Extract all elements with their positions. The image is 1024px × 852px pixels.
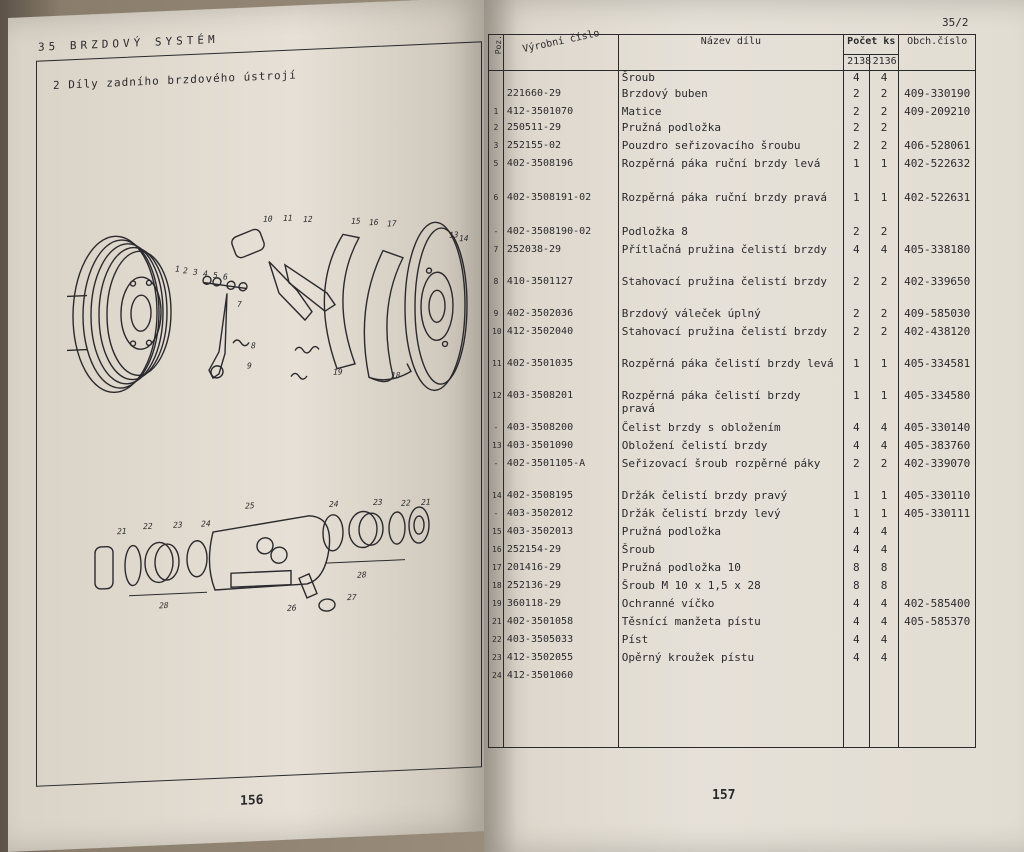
row-part-name: Pružná podložka — [618, 121, 843, 139]
row-qty-2136: 4 — [869, 543, 899, 561]
table-row — [489, 507, 976, 525]
row-trade-number — [899, 525, 976, 543]
row-part-number: 412-3502055 — [503, 651, 618, 669]
row-qty-2138: 2 — [844, 275, 870, 307]
row-qty-2138: 2 — [844, 87, 870, 105]
row-part-number: 402-3508196 — [503, 157, 618, 191]
row-qty-2138 — [844, 669, 870, 687]
row-pos: 11 — [489, 357, 504, 389]
row-pos: 1 — [489, 105, 504, 121]
row-qty-2136: 8 — [869, 579, 899, 597]
callout-23: 23 — [173, 520, 183, 530]
row-trade-number: 405-334580 — [899, 389, 976, 421]
row-part-name: Seřizovací šroub rozpěrné páky — [618, 457, 843, 489]
left-page-number: 156 — [240, 792, 264, 809]
row-qty-2138: 2 — [844, 225, 870, 243]
table-row — [489, 489, 976, 507]
callout-6: 6 — [223, 272, 228, 282]
row-pos: 14 — [489, 489, 504, 507]
table-row — [489, 439, 976, 457]
row-pos: 15 — [489, 525, 504, 543]
callout-22: 22 — [143, 521, 153, 532]
callout-13: 13 — [449, 230, 459, 240]
row-part-name: Pružná podložka — [618, 525, 843, 543]
row-pos: 7 — [489, 243, 504, 275]
table-row — [489, 71, 976, 87]
callout-15: 15 — [351, 216, 361, 227]
row-trade-number — [899, 543, 976, 561]
callout-10: 10 — [263, 214, 273, 224]
row-qty-2138: 4 — [844, 597, 870, 615]
row-part-name: Šroub — [618, 543, 843, 561]
row-qty-2136: 1 — [869, 507, 899, 525]
diagram-subtitle: 2 Díly zadního brzdového ústrojí — [53, 68, 297, 93]
row-part-name: Podložka 8 — [618, 225, 843, 243]
row-part-number — [503, 71, 618, 87]
table-row — [489, 243, 976, 275]
row-part-name: Obložení čelistí brzdy — [618, 439, 843, 457]
callout-11: 11 — [283, 213, 293, 223]
parts-table — [488, 27, 976, 748]
left-page-header: 35 BRZDOVÝ SYSTÉM — [38, 32, 219, 54]
row-qty-2138: 2 — [844, 307, 870, 325]
row-pos — [489, 71, 504, 87]
row-part-number: 402-3508190-02 — [503, 225, 618, 243]
row-trade-number: 405-334581 — [899, 357, 976, 389]
row-part-number: 402-3501058 — [503, 615, 618, 633]
row-pos: 2 — [489, 121, 504, 139]
brake-assembly-diagram — [37, 42, 481, 785]
callout-16: 16 — [369, 217, 379, 228]
row-trade-number: 405-330140 — [899, 421, 976, 439]
table-row — [489, 157, 976, 191]
callout-26: 26 — [287, 603, 297, 613]
row-qty-2138: 4 — [844, 525, 870, 543]
table-row — [489, 561, 976, 579]
row-part-number: 402-3502036 — [503, 307, 618, 325]
row-part-name: Pružná podložka 10 — [618, 561, 843, 579]
table-row — [489, 421, 976, 439]
row-trade-number — [899, 633, 976, 651]
row-trade-number — [899, 121, 976, 139]
callout-4: 4 — [203, 269, 208, 279]
row-pos: 24 — [489, 669, 504, 687]
row-trade-number: 405-338180 — [899, 243, 976, 275]
header-q2: 2136 — [869, 55, 899, 71]
row-qty-2136: 2 — [869, 225, 899, 243]
row-part-name: Opěrný kroužek pístu — [618, 651, 843, 669]
row-qty-2138: 4 — [844, 71, 870, 87]
lever-assembly-drawing — [203, 224, 335, 378]
row-part-name: Těsnící manžeta pístu — [618, 615, 843, 633]
row-qty-2138: 1 — [844, 389, 870, 421]
row-part-name: Držák čelistí brzdy pravý — [618, 489, 843, 507]
row-trade-number: 402-522632 — [899, 157, 976, 191]
row-pos: 23 — [489, 651, 504, 669]
row-qty-2136 — [869, 669, 899, 687]
row-part-name: Ochranné víčko — [618, 597, 843, 615]
row-qty-2138: 1 — [844, 507, 870, 525]
row-trade-number — [899, 225, 976, 243]
callout-21: 21 — [117, 526, 127, 537]
row-trade-number: 405-330110 — [899, 489, 976, 507]
row-part-number: 252155-02 — [503, 139, 618, 157]
row-part-number: 403-3502013 — [503, 525, 618, 543]
row-pos: 9 — [489, 307, 504, 325]
callout-27: 27 — [347, 592, 357, 603]
row-part-name: Brzdový buben — [618, 87, 843, 105]
row-trade-number: 409-330190 — [899, 87, 976, 105]
row-pos: 6 — [489, 191, 504, 225]
row-qty-2138: 4 — [844, 543, 870, 561]
diagram-frame — [36, 41, 482, 786]
row-part-name: Šroub — [618, 71, 843, 87]
row-part-name: Brzdový váleček úplný — [618, 307, 843, 325]
row-qty-2138: 2 — [844, 121, 870, 139]
row-qty-2136: 4 — [869, 633, 899, 651]
right-page-number: 157 — [712, 788, 736, 803]
empty-cell — [489, 687, 504, 748]
row-qty-2136: 4 — [869, 243, 899, 275]
empty-cell — [618, 687, 843, 748]
row-part-number: 221660-29 — [503, 87, 618, 105]
row-trade-number: 409-585030 — [899, 307, 976, 325]
row-part-name: Pouzdro seřizovacího šroubu — [618, 139, 843, 157]
row-part-number: 410-3501127 — [503, 275, 618, 307]
row-qty-2136: 4 — [869, 615, 899, 633]
row-qty-2138: 2 — [844, 325, 870, 357]
callout-14: 14 — [459, 233, 469, 244]
row-pos: 12 — [489, 389, 504, 421]
row-part-name: Rozpěrná páka ruční brzdy pravá — [618, 191, 843, 225]
row-trade-number — [899, 651, 976, 669]
parts-table-body — [489, 71, 976, 748]
row-qty-2136: 2 — [869, 325, 899, 357]
callout-3: 3 — [193, 267, 198, 277]
row-qty-2136: 1 — [869, 389, 899, 421]
brake-shoes-drawing — [324, 231, 411, 384]
row-trade-number: 405-383760 — [899, 439, 976, 457]
row-pos: 10 — [489, 325, 504, 357]
row-pos: 19 — [489, 597, 504, 615]
row-part-number: 402-3508191-02 — [503, 191, 618, 225]
header-pos: Poz. — [489, 35, 504, 71]
empty-cell — [844, 687, 870, 748]
row-part-number: 403-3505033 — [503, 633, 618, 651]
table-row — [489, 615, 976, 633]
row-qty-2136: 8 — [869, 561, 899, 579]
row-part-number: 403-3508200 — [503, 421, 618, 439]
row-qty-2138: 4 — [844, 633, 870, 651]
header-number: Výrobní číslo — [503, 35, 618, 71]
row-part-number: 403-3508201 — [503, 389, 618, 421]
table-row — [489, 105, 976, 121]
table-row — [489, 121, 976, 139]
table-row — [489, 307, 976, 325]
row-part-number: 403-3501090 — [503, 439, 618, 457]
header-count: Počet ks — [844, 35, 899, 55]
row-pos: 8 — [489, 275, 504, 307]
row-qty-2136: 1 — [869, 357, 899, 389]
callout-28b: 28 — [357, 570, 367, 580]
row-trade-number: 405-330111 — [899, 507, 976, 525]
row-qty-2138: 2 — [844, 105, 870, 121]
row-part-name: Píst — [618, 633, 843, 651]
callout-8: 8 — [251, 341, 256, 351]
row-part-name: Rozpěrná páka čelistí brzdy levá — [618, 357, 843, 389]
row-part-number: 403-3502012 — [503, 507, 618, 525]
row-qty-2138: 1 — [844, 191, 870, 225]
row-qty-2136: 4 — [869, 439, 899, 457]
row-trade-number: 402-339070 — [899, 457, 976, 489]
row-part-number: 402-3508195 — [503, 489, 618, 507]
row-pos: 21 — [489, 615, 504, 633]
callout-28: 28 — [159, 600, 169, 611]
row-qty-2138: 2 — [844, 457, 870, 489]
row-qty-2138: 1 — [844, 489, 870, 507]
callout-18: 18 — [391, 370, 401, 381]
table-row — [489, 597, 976, 615]
callout-17: 17 — [387, 219, 397, 229]
table-row — [489, 457, 976, 489]
row-part-number: 252136-29 — [503, 579, 618, 597]
row-qty-2136: 4 — [869, 597, 899, 615]
callout-22b: 22 — [401, 498, 411, 508]
row-qty-2136: 4 — [869, 71, 899, 87]
row-part-name: Držák čelistí brzdy levý — [618, 507, 843, 525]
row-qty-2138: 1 — [844, 157, 870, 191]
backing-plate-drawing — [405, 221, 467, 392]
table-row — [489, 191, 976, 225]
callout-1: 1 — [175, 264, 180, 274]
row-qty-2136: 2 — [869, 275, 899, 307]
row-qty-2138: 4 — [844, 243, 870, 275]
table-row — [489, 669, 976, 687]
table-row — [489, 87, 976, 105]
row-part-name: Rozpěrná páka čelistí brzdy pravá — [618, 389, 843, 421]
row-qty-2136: 2 — [869, 307, 899, 325]
empty-cell — [869, 687, 899, 748]
row-part-number: 252154-29 — [503, 543, 618, 561]
callout-12: 12 — [303, 214, 313, 225]
row-part-name: Šroub M 10 x 1,5 x 28 — [618, 579, 843, 597]
callout-19: 19 — [333, 367, 343, 377]
row-qty-2136: 1 — [869, 157, 899, 191]
row-trade-number — [899, 669, 976, 687]
table-row — [489, 389, 976, 421]
row-pos: 16 — [489, 543, 504, 561]
row-qty-2136: 4 — [869, 525, 899, 543]
row-qty-2138: 4 — [844, 421, 870, 439]
row-trade-number: 402-438120 — [899, 325, 976, 357]
row-qty-2136: 2 — [869, 457, 899, 489]
row-part-name: Matice — [618, 105, 843, 121]
row-trade-number — [899, 579, 976, 597]
row-qty-2136: 2 — [869, 139, 899, 157]
row-part-number: 402-3501105-A — [503, 457, 618, 489]
row-pos: 22 — [489, 633, 504, 651]
row-pos: 13 — [489, 439, 504, 457]
right-page-header-number: 35/2 — [942, 16, 969, 29]
row-pos: - — [489, 507, 504, 525]
row-qty-2136: 2 — [869, 105, 899, 121]
callout-5: 5 — [213, 270, 218, 281]
callout-24b: 24 — [329, 499, 339, 509]
row-pos — [489, 87, 504, 105]
row-part-name: Přítlačná pružina čelistí brzdy — [618, 243, 843, 275]
row-part-number: 412-3502040 — [503, 325, 618, 357]
header-q1: 2138 — [844, 55, 870, 71]
row-trade-number — [899, 71, 976, 87]
callout-21b: 21 — [421, 497, 431, 507]
row-part-number: 412-3501070 — [503, 105, 618, 121]
empty-cell — [899, 687, 976, 748]
callout-7: 7 — [237, 299, 242, 310]
row-trade-number — [899, 561, 976, 579]
row-part-name: Čelist brzdy s obložením — [618, 421, 843, 439]
empty-cell — [503, 687, 618, 748]
table-row — [489, 275, 976, 307]
table-row — [489, 139, 976, 157]
row-part-name: Stahovací pružina čelistí brzdy — [618, 325, 843, 357]
brake-drum-drawing — [73, 234, 171, 394]
row-qty-2138: 4 — [844, 439, 870, 457]
row-trade-number: 409-209210 — [899, 105, 976, 121]
row-pos: - — [489, 457, 504, 489]
row-pos: 3 — [489, 139, 504, 157]
row-qty-2136: 4 — [869, 651, 899, 669]
table-row — [489, 357, 976, 389]
row-qty-2136: 1 — [869, 489, 899, 507]
row-part-name: Rozpěrná páka ruční brzdy levá — [618, 157, 843, 191]
table-row — [489, 633, 976, 651]
row-pos: 18 — [489, 579, 504, 597]
row-trade-number: 405-585370 — [899, 615, 976, 633]
row-part-number: 360118-29 — [503, 597, 618, 615]
callout-24: 24 — [201, 519, 211, 529]
row-qty-2138: 1 — [844, 357, 870, 389]
row-pos: - — [489, 225, 504, 243]
header-ref: Obch.číslo — [899, 35, 976, 71]
row-qty-2136: 2 — [869, 121, 899, 139]
table-row — [489, 543, 976, 561]
row-pos: 17 — [489, 561, 504, 579]
table-row — [489, 651, 976, 669]
row-trade-number: 402-522631 — [899, 191, 976, 225]
callout-25: 25 — [245, 501, 255, 511]
row-part-name — [618, 669, 843, 687]
header-name: Název dílu — [618, 35, 843, 71]
row-pos: 5 — [489, 157, 504, 191]
row-part-name: Stahovací pružina čelistí brzdy — [618, 275, 843, 307]
row-part-number: 252038-29 — [503, 243, 618, 275]
row-part-number: 201416-29 — [503, 561, 618, 579]
table-filler-row — [489, 687, 976, 748]
row-qty-2136: 1 — [869, 191, 899, 225]
row-trade-number: 406-528061 — [899, 139, 976, 157]
callout-23b: 23 — [373, 497, 383, 508]
row-part-number: 250511-29 — [503, 121, 618, 139]
diagram-callouts — [117, 206, 469, 620]
table-row — [489, 325, 976, 357]
row-qty-2138: 4 — [844, 615, 870, 633]
row-qty-2136: 4 — [869, 421, 899, 439]
table-row — [489, 225, 976, 243]
row-qty-2138: 8 — [844, 561, 870, 579]
table-row — [489, 525, 976, 543]
row-part-number: 412-3501060 — [503, 669, 618, 687]
row-qty-2136: 2 — [869, 87, 899, 105]
row-trade-number: 402-339650 — [899, 275, 976, 307]
row-trade-number: 402-585400 — [899, 597, 976, 615]
left-page — [8, 0, 488, 852]
row-part-number: 402-3501035 — [503, 357, 618, 389]
callout-2: 2 — [183, 266, 188, 276]
callout-9: 9 — [247, 361, 252, 371]
row-pos: - — [489, 421, 504, 439]
row-qty-2138: 8 — [844, 579, 870, 597]
row-qty-2138: 2 — [844, 139, 870, 157]
table-row — [489, 579, 976, 597]
row-qty-2138: 4 — [844, 651, 870, 669]
